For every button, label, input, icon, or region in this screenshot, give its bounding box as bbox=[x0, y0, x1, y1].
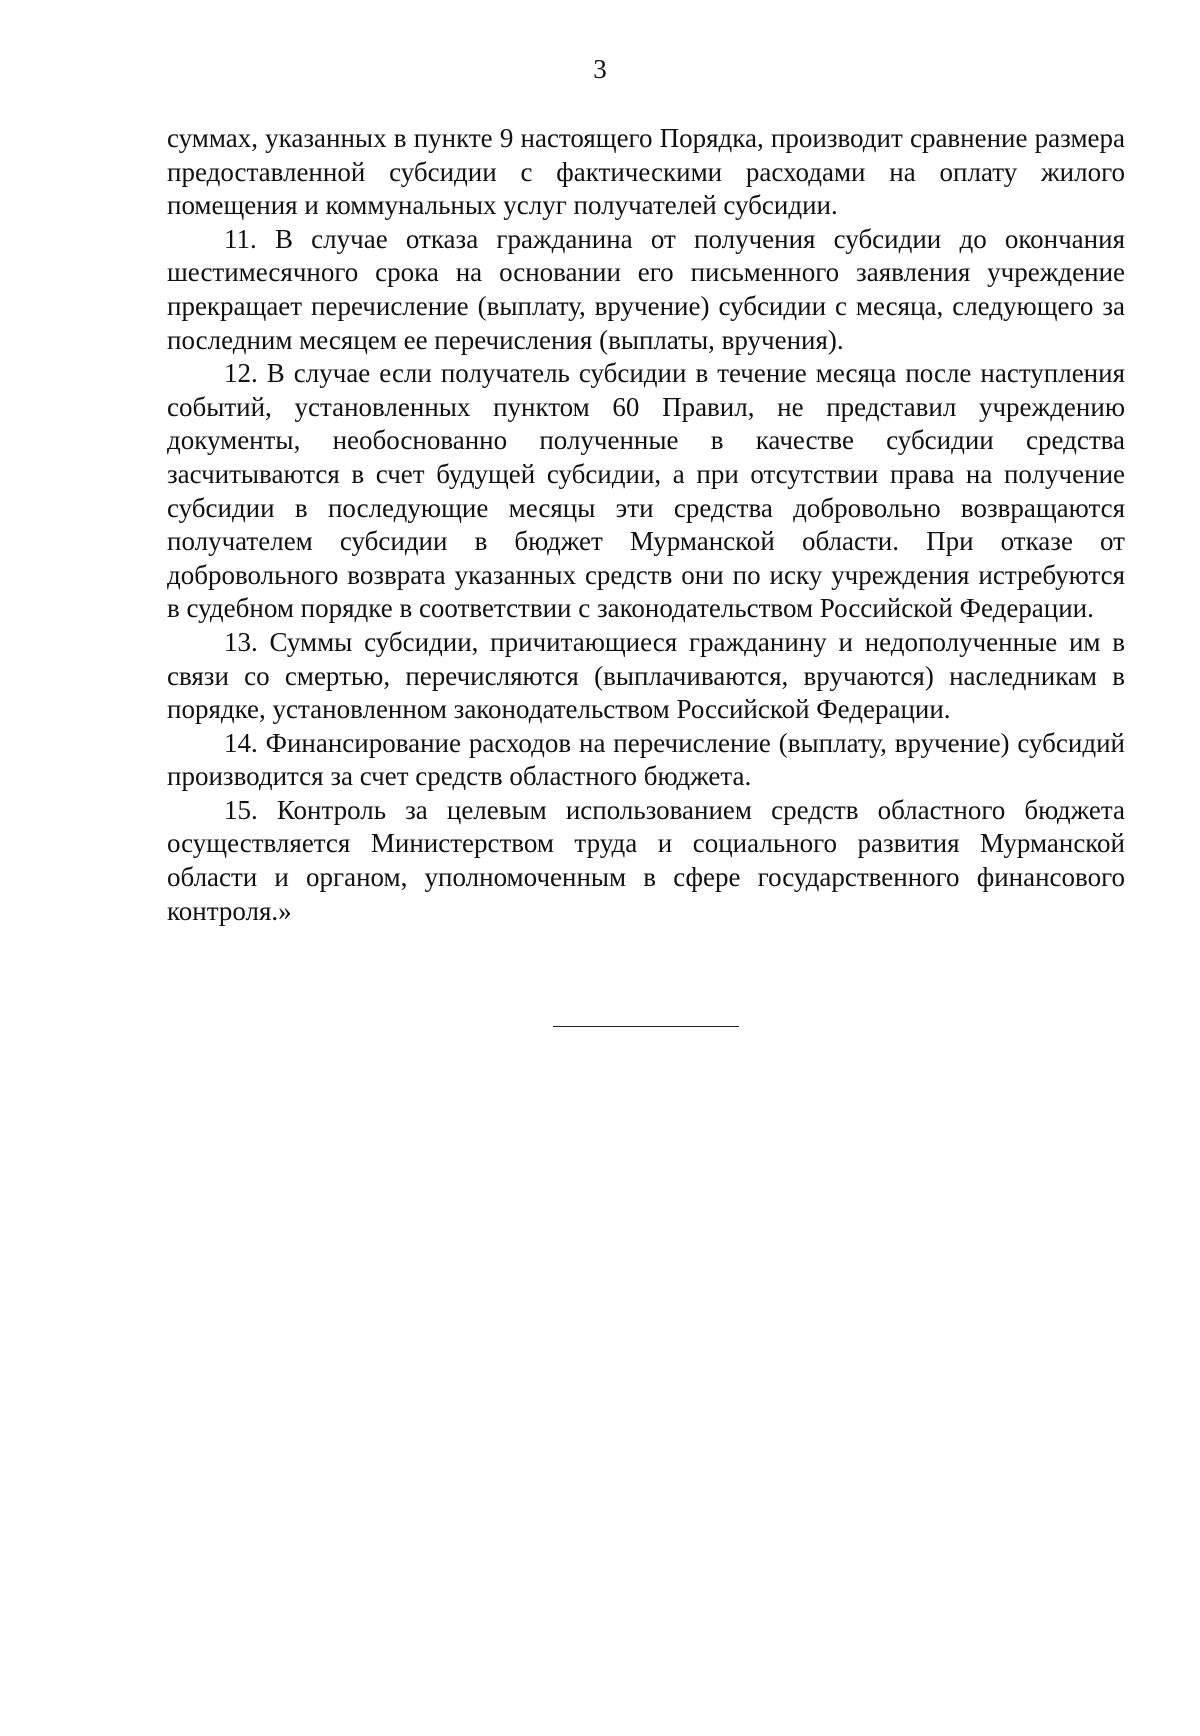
paragraph-11: 11. В случае отказа гражданина от получения субсидии до окончания шестимесячного срока на основании его письменного заявления учреждение прекращает перечисление (выплату, вручение) субсидии с месяца, следующего за последним месяцем ее перечисления (выплаты, вручения). bbox=[167, 223, 1125, 355]
end-of-document-rule bbox=[553, 1026, 739, 1027]
paragraph-continuation: суммах, указанных в пункте 9 настоящего Порядка, производит сравнение размера предоставленной субсидии с фактическими расходами на оплату жилого помещения и коммунальных услуг получателей субсидии. bbox=[167, 123, 1125, 221]
page-number: 3 bbox=[593, 54, 607, 84]
paragraph-12: 12. В случае если получатель субсидии в течение месяца после наступления событий, установленных пунктом 60 Правил, не представил учреждению документы, необоснованно полученные в качестве субсидии средства засчитываются в счет будущей субсидии, а при отсутствии права на получение субсидии в последующие месяцы эти средства добровольно возвращаются получателем субсидии в бюджет Мурманской области. При отказе от добровольного возврата указанных средств они по иску учреждения истребуются в судебном порядке в соответствии с законодательством Российской Федерации. bbox=[167, 358, 1125, 624]
paragraph-14: 14. Финансирование расходов на перечисление (выплату, вручение) субсидий производится за счет средств областного бюджета. bbox=[167, 727, 1125, 792]
paragraph-15: 15. Контроль за целевым использованием средств областного бюджета осуществляется Министерством труда и социального развития Мурманской области и органом, уполномоченным в сфере государственного финансового контроля.» bbox=[167, 794, 1125, 926]
paragraph-13: 13. Суммы субсидии, причитающиеся гражданину и недополученные им в связи со смертью, перечисляются (выплачиваются, вручаются) наследникам в порядке, установленном законодательством Российской Федерации. bbox=[167, 626, 1125, 725]
document-body bbox=[167, 122, 1125, 928]
